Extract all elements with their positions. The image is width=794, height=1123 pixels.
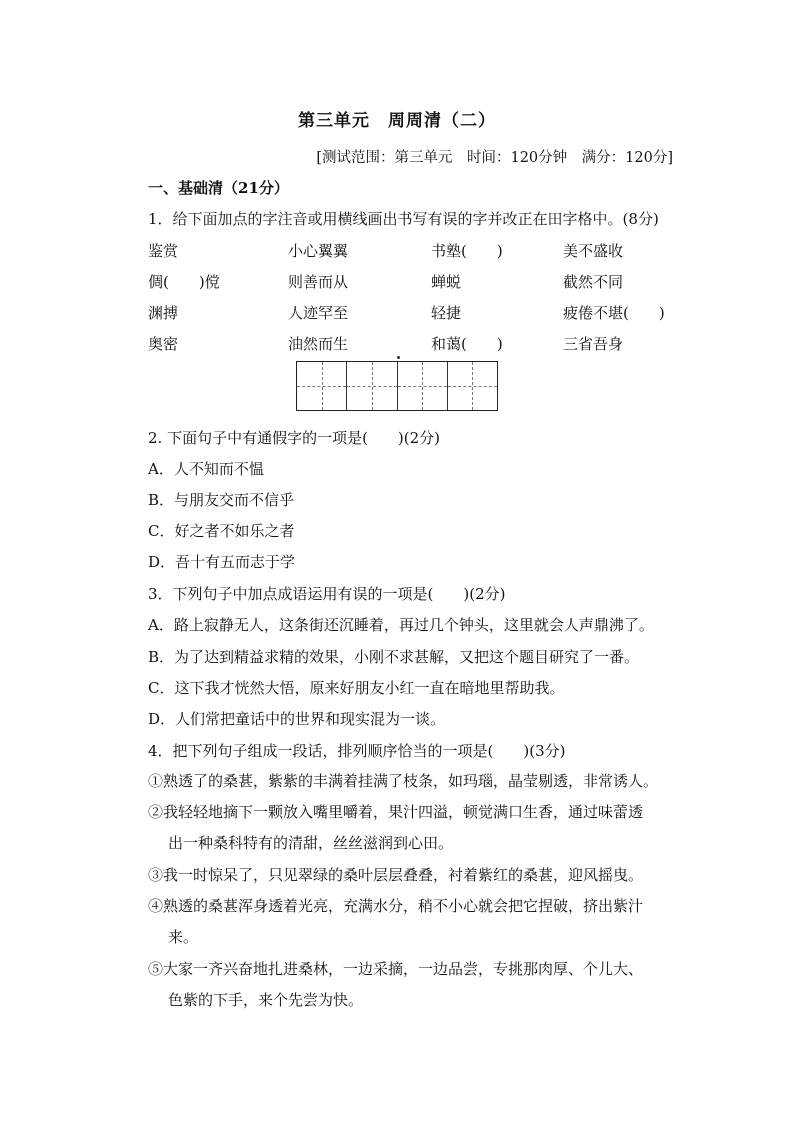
test-info: [测试范围：第三单元 时间：120分钟 满分：120分] [316,150,673,166]
sentence-2-cont: 出一种桑科特有的清甜，丝丝滋润到心田。 [168,834,454,852]
grid-cell[interactable] [297,362,347,410]
option-b: B．为了达到精益求精的效果，小刚不求甚解，又把这个题目研究了一番。 [148,648,640,666]
option-b: B．与朋友交而不信乎 [148,491,295,509]
grid-cell[interactable] [347,362,397,410]
sentence-5-cont: 色紫的下手，来个先尝为快。 [168,991,364,1009]
grid-mark [397,356,400,359]
sentence-3: ③我一时惊呆了，只见翠绿的桑叶层层叠叠，衬着紫红的桑葚，迎风摇曳。 [148,866,644,884]
word-item: 油然而生 [288,335,349,353]
question-4-stem: 4．把下列句子组成一段话，排列顺序恰当的一项是( )(3分) [148,742,566,760]
page-title: 第三单元 周周清（二） [298,111,496,131]
tianzige-grid[interactable] [296,361,498,411]
section-title: 一、基础清（21分） [148,179,289,197]
word-item: 书塾( ) [431,242,503,260]
word-item: 蝉蜕 [431,273,462,291]
question-2-stem: 2. 下面句子中有通假字的一项是( )(2分) [148,429,441,447]
word-item: 渊搏 [148,304,179,322]
option-a: A．人不知而不愠 [148,460,264,478]
word-item: 人迹罕至 [288,304,349,322]
word-item: 鉴赏 [148,242,179,260]
word-item: 美不盛收 [563,242,624,260]
word-item: 截然不同 [563,273,624,291]
sentence-5: ⑤大家一齐兴奋地扎进桑林，一边采摘，一边品尝，专挑那肉厚、个儿大、 [148,960,644,978]
sentence-1: ①熟透了的桑葚，紫紫的丰满着挂满了枝条，如玛瑙，晶莹剔透，非常诱人。 [148,772,659,790]
grid-cell[interactable] [398,362,448,410]
option-a: A．路上寂静无人，这条街还沉睡着，再过几个钟头，这里就会人声鼎沸了。 [148,616,654,634]
sentence-2: ②我轻轻地摘下一颗放入嘴里嚼着，果汁四溢，顿觉满口生香，通过味蕾透 [148,803,644,821]
word-item: 奥密 [148,335,179,353]
word-item: 倜( )傥 [148,273,220,291]
word-item: 轻捷 [431,304,462,322]
sentence-4: ④熟透的桑葚浑身透着光亮，充满水分，稍不小心就会把它捏破，挤出紫汁 [148,897,644,915]
question-3-stem: 3．下列句子中加点成语运用有误的一项是( )(2分) [148,585,506,603]
word-item: 疲倦不堪( ) [563,304,665,322]
word-item: 则善而从 [288,273,349,291]
option-c: C．这下我才恍然大悟，原来好朋友小红一直在暗地里帮助我。 [148,679,565,697]
grid-cell[interactable] [448,362,497,410]
word-item: 三省吾身 [563,335,624,353]
option-d: D．吾十有五而志于学 [148,553,296,571]
word-item: 小心翼翼 [288,242,349,260]
sentence-4-cont: 来。 [168,928,199,946]
word-item: 和蔼( ) [431,335,503,353]
question-1-stem: 1．给下面加点的字注音或用横线画出书写有误的字并改正在田字格中。(8分) [148,210,659,228]
option-c: C．好之者不如乐之者 [148,522,295,540]
option-d: D．人们常把童话中的世界和现实混为一谈。 [148,710,446,728]
